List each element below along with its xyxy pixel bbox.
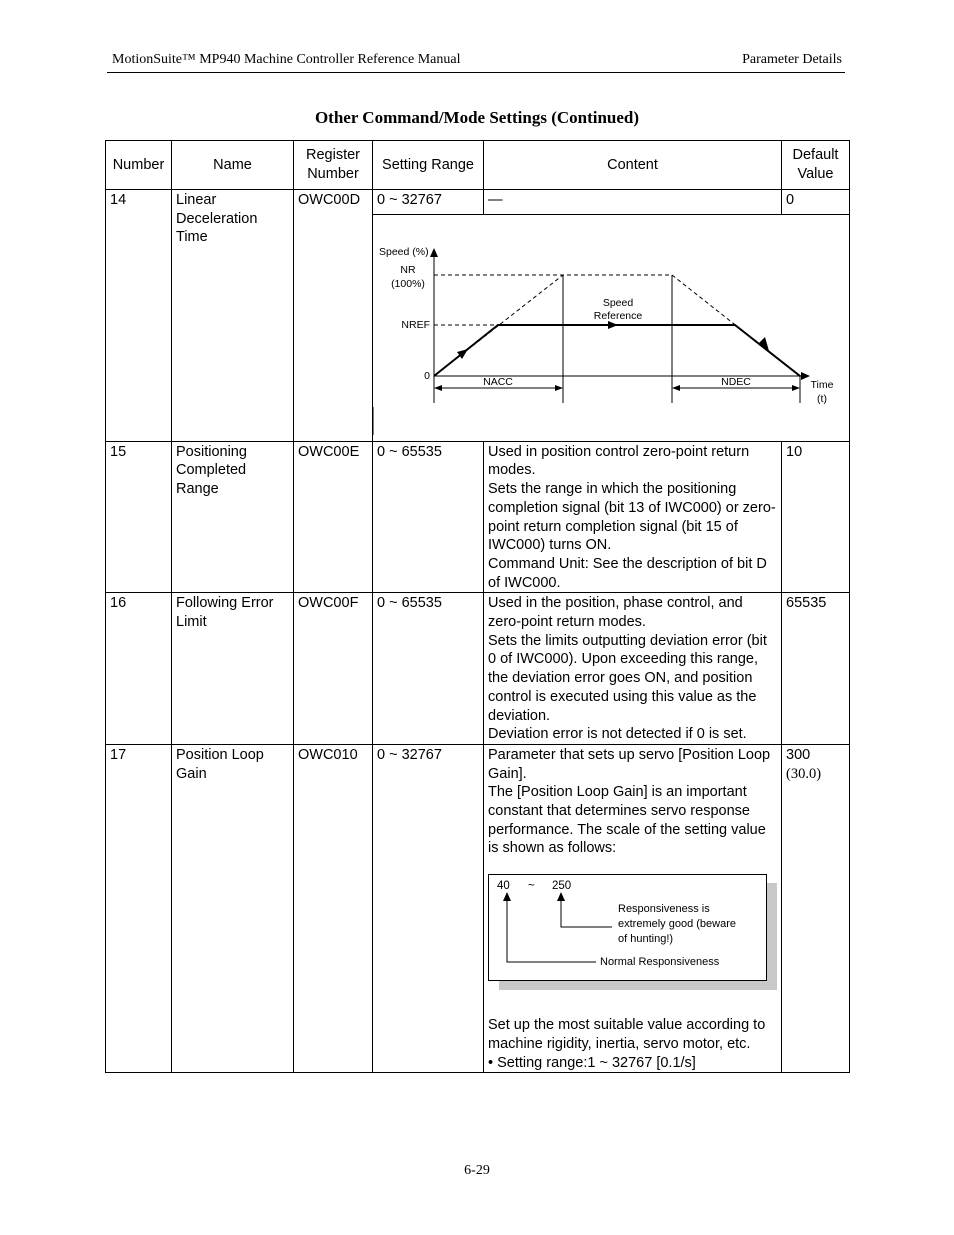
row-number: 16: [106, 593, 172, 745]
gain-low-label: 40: [497, 880, 510, 893]
default-value: 300: [786, 746, 811, 763]
row-content: [484, 441, 782, 593]
nref-label: NREF: [401, 319, 430, 331]
content-line: Set up the most suitable value according to machine rigidity, inertia, servo motor, etc.: [488, 1017, 766, 1052]
col-number-header: Number: [106, 141, 172, 190]
row-name: Following Error Limit: [172, 593, 294, 745]
content-line: • Setting range:1 ~ 32767 [0.1/s]: [488, 1054, 696, 1071]
speed-diagram-cell: [373, 215, 850, 442]
table-row: [106, 441, 850, 593]
gain-diagram-wrap: [488, 874, 777, 1002]
table-header-row: [106, 141, 850, 190]
header-manual-title: MotionSuite™ MP940 Machine Controller Reference Manual: [112, 52, 461, 67]
row-name: Positioning Completed Range: [172, 441, 294, 593]
row-name: Position Loop Gain: [172, 744, 294, 1072]
resp-good-line2: extremely good (beware: [618, 918, 737, 931]
row-register: OWC00D: [294, 190, 373, 442]
speed-diagram: [373, 215, 849, 435]
col-content-header: Content: [484, 141, 782, 190]
ndec-right-arrow-icon: [792, 385, 800, 391]
row-content: —: [484, 190, 782, 215]
table-row: [106, 744, 850, 1072]
speed-ref-label-1: Speed: [602, 297, 634, 309]
content-line: Sets the limits outputting deviation error (bit 0 of IWC000). Upon exceeding this range, the deviation error goes ON, and position control is executed using this value as the deviation.: [488, 632, 767, 724]
nacc-right-arrow-icon: [555, 385, 563, 391]
col-register-header: Register Number: [294, 141, 373, 190]
content-line: Used in the position, phase control, and zero-point return modes.: [488, 595, 743, 631]
row-number: 17: [106, 744, 172, 1072]
ndec-left-arrow-icon: [672, 385, 680, 391]
row-default: 65535: [782, 593, 850, 745]
speed-ref-label-2: Reference: [593, 310, 643, 322]
x-axis-arrow-icon: [801, 372, 810, 380]
page-title: Other Command/Mode Settings (Continued): [314, 108, 640, 127]
y-axis-arrow-icon: [430, 248, 438, 257]
row-default: 0: [782, 190, 850, 215]
ref-arrow-icon: [608, 321, 618, 329]
row-default: 10: [782, 441, 850, 593]
gain-diagram: [488, 874, 780, 1002]
nacc-label: NACC: [483, 376, 513, 388]
resp-good-line3: of hunting!): [618, 933, 674, 946]
row-content: [484, 593, 782, 745]
row-number: 14: [106, 190, 172, 442]
zero-label: 0: [424, 370, 430, 382]
normal-resp-label: Normal Responsiveness: [600, 956, 720, 969]
header-section: Parameter Details: [742, 52, 842, 67]
row-name: Linear Deceleration Time: [172, 190, 294, 442]
row-register: OWC010: [294, 744, 373, 1072]
nacc-left-arrow-icon: [434, 385, 442, 391]
settings-table: [105, 140, 850, 1073]
row-range: 0 ~ 65535: [373, 593, 484, 745]
default-value-sub: (30.0): [786, 765, 822, 782]
row-range: 0 ~ 32767: [373, 190, 484, 215]
content-line: Deviation error is not detected if 0 is set.: [488, 726, 747, 743]
nr-label: NR: [400, 264, 416, 276]
row-content: [484, 744, 782, 1072]
resp-good-line1: Responsiveness is: [618, 903, 710, 916]
gain-tilde: ~: [528, 880, 535, 893]
col-name-header: Name: [172, 141, 294, 190]
header-rule: [107, 72, 845, 73]
row-register: OWC00F: [294, 593, 373, 745]
row-range: 0 ~ 65535: [373, 441, 484, 593]
row-number: 15: [106, 441, 172, 593]
row-register: OWC00E: [294, 441, 373, 593]
time-label: Time: [810, 379, 834, 391]
content-line: Used in position control zero-point return modes.: [488, 443, 750, 479]
page-number: 6-29: [464, 1163, 490, 1178]
col-range-header: Setting Range: [373, 141, 484, 190]
table-row: [106, 593, 850, 745]
content-line: Sets the range in which the positioning completion signal (bit 13 of IWC000) or zero-point return completion signal (bit 15 of IWC000) turns ON.: [488, 481, 776, 554]
content-line: Parameter that sets up servo [Position Loop Gain].: [488, 746, 771, 782]
col-default-header: Default Value: [782, 141, 850, 190]
ndec-label: NDEC: [721, 376, 751, 388]
speed-reference-line: [434, 325, 800, 376]
content-line: Command Unit: See the description of bit D of IWC000.: [488, 555, 767, 591]
y-axis-label: Speed (%): [379, 246, 429, 258]
time-unit-label: (t): [817, 393, 827, 405]
row-default: [782, 744, 850, 1072]
row-range: 0 ~ 32767: [373, 744, 484, 1072]
gain-high-label: 250: [552, 880, 572, 893]
table-row: [106, 190, 850, 215]
content-line: The [Position Loop Gain] is an important constant that determines servo response performance. The scale of the setting value is shown as follows:: [488, 784, 766, 857]
nr-pct-label: (100%): [391, 278, 425, 290]
